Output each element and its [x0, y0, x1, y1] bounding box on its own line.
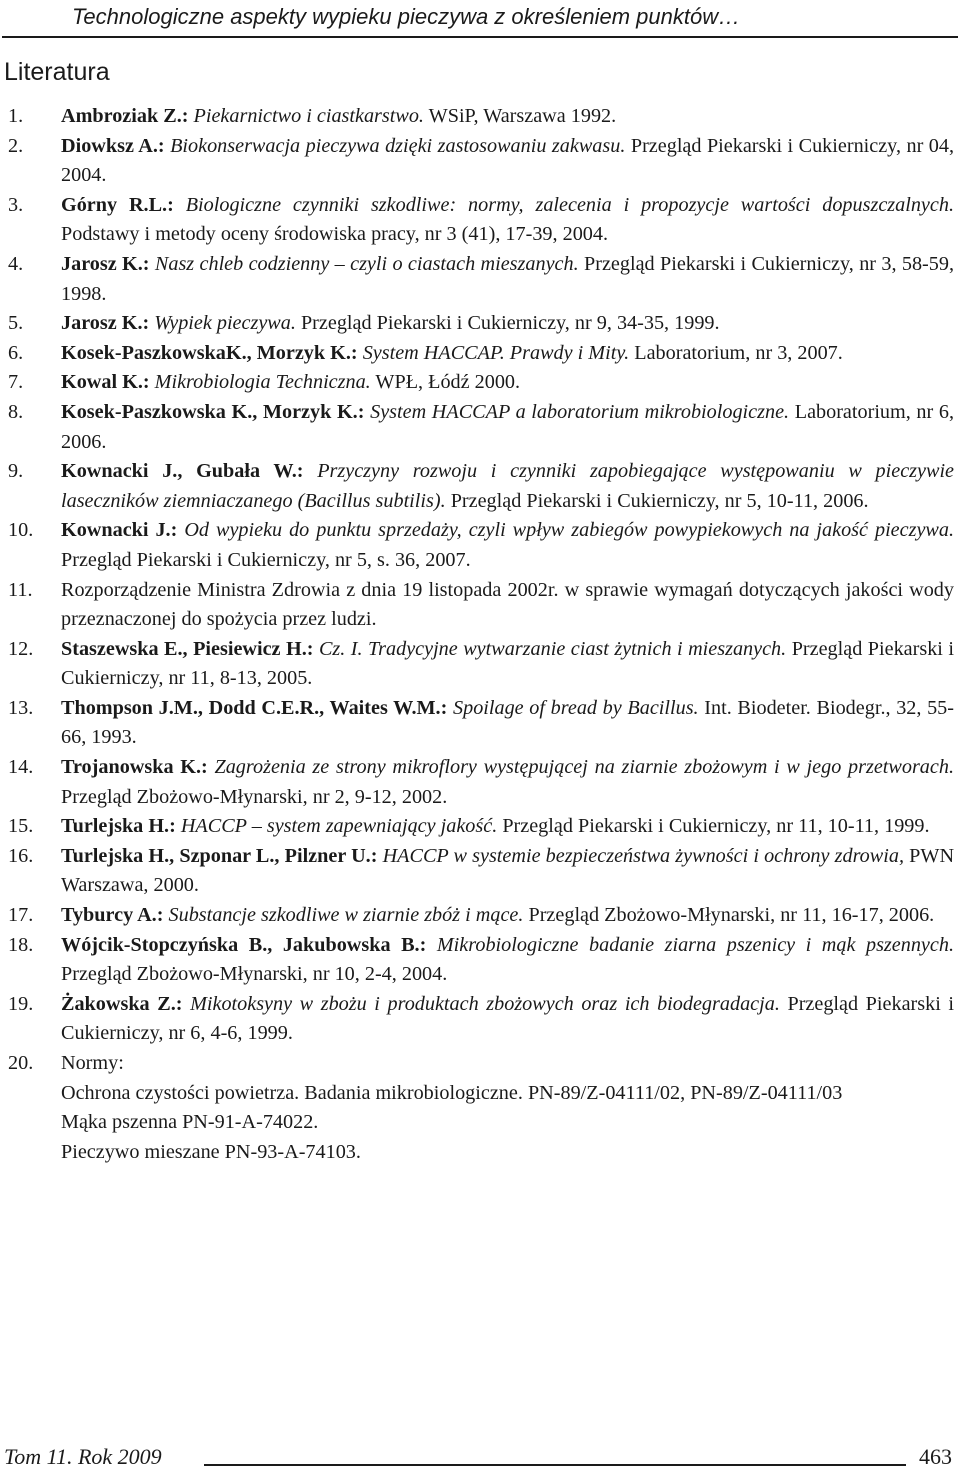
reference-item [4, 191, 954, 250]
reference-item [4, 812, 954, 842]
reference-item [4, 309, 954, 339]
reference-item [4, 931, 954, 990]
reference-list [4, 102, 954, 1167]
reference-title: HACCP w systemie bezpieczeństwa żywności i ochrony zdrowia, [382, 844, 904, 867]
reference-number: 20. [8, 1052, 34, 1074]
reference-title: Cz. I. Tradycyjne wytwarzanie ciast żytnich i mieszanych. [318, 637, 787, 660]
reference-title: HACCP – system zapewniający jakość. [180, 815, 498, 838]
reference-number: 16. [8, 844, 34, 867]
reference-title: Wypiek pieczywa. [154, 312, 296, 335]
footer-rule [204, 1464, 906, 1466]
reference-source: Podstawy i metody oceny środowiska pracy, nr 3 (41), 17-39, 2004. [61, 223, 609, 246]
reference-source: Przegląd Piekarski i Cukierniczy, nr 11, 8-13, 2005. [61, 637, 955, 690]
reference-source: Przegląd Piekarski i Cukierniczy, nr 6, 4-6, 1999. [61, 992, 955, 1045]
reference-item [4, 901, 954, 931]
header-rule [2, 36, 958, 38]
reference-authors: Górny R.L.: [61, 193, 174, 216]
reference-authors: Kosek-PaszkowskaK., Morzyk K.: [61, 341, 358, 364]
reference-authors: Kownacki J., Gubała W.: [61, 460, 304, 483]
reference-authors: Kosek-Paszkowska K., Morzyk K.: [61, 400, 365, 423]
reference-item [4, 990, 954, 1049]
reference-title: Substancje szkodliwe w ziarnie zbóż i mące. [168, 904, 524, 927]
reference-authors: Ambroziak Z.: [61, 105, 189, 127]
reference-source: Przegląd Piekarski i Cukierniczy, nr 11, 10-11, 1999. [502, 815, 930, 838]
reference-source: Przegląd Zbożowo-Młynarski, nr 2, 9-12, 2002. [61, 785, 448, 808]
reference-authors: Jarosz K.: [61, 312, 150, 335]
reference-source: Laboratorium, nr 6, 2006. [61, 400, 955, 453]
reference-number: 15. [8, 815, 34, 838]
reference-authors: Wójcik-Stopczyńska B., Jakubowska B.: [61, 933, 427, 956]
reference-source: Laboratorium, nr 3, 2007. [634, 341, 843, 364]
reference-item [4, 842, 954, 901]
reference-authors: Staszewska E., Piesiewicz H.: [61, 637, 314, 660]
reference-number: 14. [8, 756, 34, 779]
reference-title: Przyczyny rozwoju i czynniki zapobiegające występowaniu w pieczywie laseczników ziemniaczanego (Bacillus subtilis). [61, 460, 955, 512]
reference-authors: Turlejska H., Szponar L., Pilzner U.: [61, 844, 378, 867]
reference-number: 13. [8, 696, 34, 719]
reference-item-norms [4, 1049, 954, 1167]
reference-item [4, 132, 954, 191]
reference-source: WSiP, Warszawa 1992. [428, 105, 617, 127]
reference-source: Przegląd Piekarski i Cukierniczy, nr 04, 2004. [61, 134, 954, 187]
reference-item [4, 635, 954, 694]
reference-title: Nasz chleb codzienny – czyli o ciastach mieszanych. [154, 252, 579, 275]
reference-authors: Diowksz A.: [61, 134, 165, 157]
reference-title: System HACCAP a laboratorium mikrobiologiczne. [370, 400, 790, 423]
reference-item [4, 398, 954, 457]
section-title: Literatura [4, 58, 110, 86]
norm-item: Ochrona czystości powietrza. Badania mikrobiologiczne. PN-89/Z-04111/02, PN-89/Z-04111/03 [61, 1081, 843, 1104]
reference-authors: Thompson J.M., Dodd C.E.R., Waites W.M.: [61, 696, 448, 719]
reference-title: Biokonserwacja pieczywa dzięki zastosowaniu zakwasu. [170, 134, 626, 157]
reference-item [4, 102, 954, 132]
reference-source: Przegląd Piekarski i Cukierniczy, nr 5, s. 36, 2007. [61, 548, 471, 571]
reference-authors: Turlejska H.: [61, 815, 176, 838]
reference-title: Mikrobiologia Techniczna. [154, 371, 371, 394]
reference-item [4, 576, 954, 635]
reference-number: 1. [8, 105, 24, 127]
reference-title: Piekarnictwo i ciastkarstwo. [193, 105, 424, 127]
reference-number: 9. [8, 460, 24, 483]
reference-title: Mikrobiologiczne badanie ziarna pszenicy i mąk pszennych. [436, 933, 954, 956]
reference-number: 4. [8, 252, 24, 275]
reference-source: Przegląd Piekarski i Cukierniczy, nr 5, 10-11, 2006. [450, 489, 869, 512]
reference-authors: Kownacki J.: [61, 519, 178, 542]
reference-source: Rozporządzenie Ministra Zdrowia z dnia 19 listopada 2002r. w sprawie wymagań dotyczących jakości wody przeznaczonej do spożycia przez ludzi. [61, 578, 954, 631]
reference-source: PWN Warszawa, 2000. [61, 844, 955, 897]
reference-number: 18. [8, 933, 34, 956]
reference-title: Spoilage of bread by Bacillus. [453, 696, 699, 719]
norms-label: Normy: [61, 1052, 124, 1074]
reference-source: Przegląd Piekarski i Cukierniczy, nr 9, 34-35, 1999. [300, 312, 720, 335]
page-footer [4, 1442, 954, 1472]
reference-source: WPŁ, Łódź 2000. [375, 371, 521, 394]
reference-number: 11. [8, 578, 33, 601]
reference-item [4, 516, 954, 575]
reference-title: Biologiczne czynniki szkodliwe: normy, zalecenia i propozycje wartości dopuszczalnych. [185, 193, 954, 216]
reference-authors: Tyburcy A.: [61, 904, 164, 927]
reference-title: System HACCAP. Prawdy i Mity. [362, 341, 630, 364]
reference-source: Int. Biodeter. Biodegr., 32, 55-66, 1993. [61, 696, 955, 749]
reference-number: 19. [8, 992, 34, 1015]
norm-item: Pieczywo mieszane PN-93-A-74103. [61, 1140, 361, 1163]
reference-item [4, 753, 954, 812]
reference-number: 12. [8, 637, 34, 660]
reference-number: 17. [8, 904, 34, 927]
reference-item [4, 457, 954, 516]
reference-number: 7. [8, 371, 24, 394]
reference-source: Przegląd Zbożowo-Młynarski, nr 11, 16-17, 2006. [528, 904, 935, 927]
reference-item [4, 694, 954, 753]
reference-number: 6. [8, 341, 24, 364]
running-head: Technologiczne aspekty wypieku pieczywa z określeniem punktów… [72, 4, 741, 29]
reference-authors: Jarosz K.: [61, 252, 150, 275]
reference-title: Mikotoksyny w zbożu i produktach zbożowych oraz ich biodegradacja. [190, 992, 780, 1015]
reference-number: 2. [8, 134, 24, 157]
page-number: 463 [919, 1444, 952, 1469]
reference-authors: Trojanowska K.: [61, 756, 208, 779]
reference-title: Od wypieku do punktu sprzedaży, czyli wpływ zabiegów powypiekowych na jakość pieczywa. [184, 519, 955, 542]
reference-number: 8. [8, 400, 24, 423]
reference-source: Przegląd Piekarski i Cukierniczy, nr 3, 58-59, 1998. [61, 252, 955, 305]
reference-title: Zagrożenia ze strony mikroflory występującej na ziarnie zbożowym i w jego przetworach. [214, 756, 955, 779]
reference-authors: Kowal K.: [61, 371, 150, 394]
reference-source: Przegląd Zbożowo-Młynarski, nr 10, 2-4, 2004. [61, 963, 448, 986]
reference-authors: Żakowska Z.: [61, 992, 183, 1015]
footer-volume: Tom 11. Rok 2009 [4, 1444, 162, 1469]
norm-item: Mąka pszenna PN-91-A-74022. [61, 1111, 319, 1134]
reference-item [4, 368, 954, 398]
reference-number: 3. [8, 193, 24, 216]
reference-item [4, 250, 954, 309]
reference-item [4, 339, 954, 369]
reference-number: 5. [8, 312, 24, 335]
reference-number: 10. [8, 519, 34, 542]
